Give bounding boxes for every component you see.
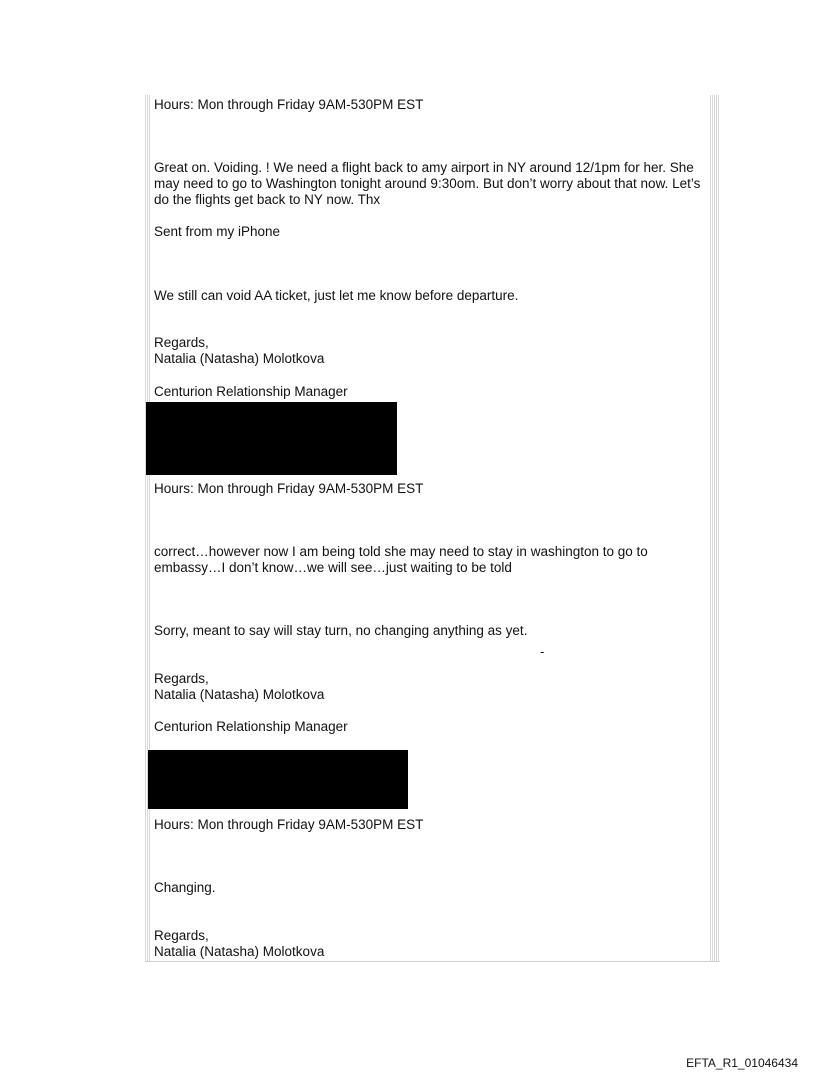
message-paragraph: Changing.: [154, 880, 216, 895]
message-paragraph: Great on. Voiding. ! We need a flight back to amy airport in NY around 12/1pm for her. She may need to go to Washington tonight around 9:30om. But don’t worry about that now. Let’s do the flights get back to NY now. Thx: [154, 160, 701, 207]
hours-line: Hours: Mon through Friday 9AM-530PM EST: [154, 817, 424, 832]
regards-line: Regards,: [154, 335, 209, 350]
left-border: [145, 95, 151, 961]
signature-name: Natalia (Natasha) Molotkova: [154, 351, 325, 366]
message-paragraph: We still can void AA ticket, just let me know before departure.: [154, 288, 519, 303]
regards-line: Regards,: [154, 671, 209, 686]
document-id: EFTA_R1_01046434: [686, 1056, 798, 1070]
signature-title: Centurion Relationship Manager: [154, 384, 348, 399]
dash-mark: -: [540, 644, 545, 659]
message-paragraph: correct…however now I am being told she may need to stay in washington to go to embassy…I don’t know…we will see…just waiting to be told: [154, 544, 648, 575]
redaction-block: [146, 402, 397, 475]
signature-name: Natalia (Natasha) Molotkova: [154, 944, 325, 959]
regards-line: Regards,: [154, 928, 209, 943]
message-paragraph: Sorry, meant to say will stay turn, no changing anything as yet.: [154, 623, 528, 638]
signature-title: Centurion Relationship Manager: [154, 719, 348, 734]
email-thread-frame: [145, 95, 720, 962]
hours-line: Hours: Mon through Friday 9AM-530PM EST: [154, 481, 424, 496]
right-border: [710, 95, 720, 961]
hours-line: Hours: Mon through Friday 9AM-530PM EST: [154, 97, 424, 112]
sent-from-line: Sent from my iPhone: [154, 224, 281, 239]
redaction-block: [148, 750, 408, 809]
signature-name: Natalia (Natasha) Molotkova: [154, 687, 325, 702]
